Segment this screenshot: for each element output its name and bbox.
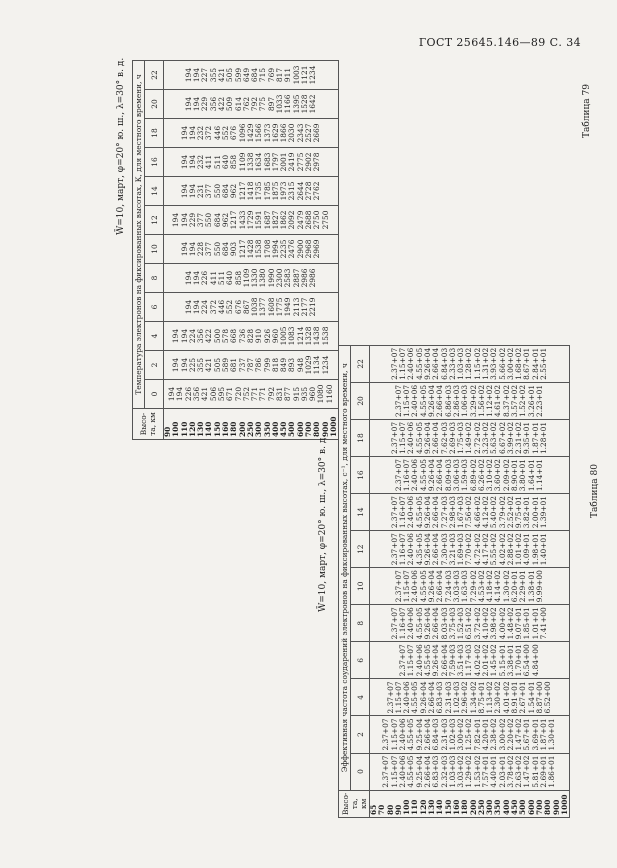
table79-value-column: 194 194 232 372 446 552 676 1096 1429 1566 1373 1629 1866 2030 2343 2527 2669 [164, 119, 339, 148]
table79-hour-header: 10 [145, 235, 164, 264]
table79-value-column: 194 194 226 411 511 640 858 1109 1330 1380 1990 2300 2583 2887 2986 2986 [164, 264, 339, 293]
table80-hour-header: 8 [351, 605, 370, 642]
table79-value-column: 194 194 232 411 511 640 858 1109 1338 1634 1683 1797 2001 2419 2775 2902 2978 [164, 148, 339, 177]
table80-hour-header: 0 [351, 753, 370, 790]
table80-hour-header: 18 [351, 419, 370, 456]
table79-hour-header: 12 [145, 206, 164, 235]
table79-hour-header: 8 [145, 264, 164, 293]
table80-alt-header: Высо-та, км [339, 790, 370, 817]
table80-hour-header: 20 [351, 382, 370, 419]
table79-alt-header: Высо-та, км [133, 409, 164, 440]
table80-hour-header: 4 [351, 679, 370, 716]
table80-hour-header: 14 [351, 494, 370, 531]
table80-value-column: 2.37+07 1.16+07 2.40+06 4.55+05 9.26+04 2.66+04 8.03+03 3.75+03 1.52+03 6.51+02 3.72+02 4.10+02 3.98+02 4.00+02 1.48+02 9.07+01 1.85+01 1.01+01 7.41+00 [370, 605, 570, 642]
table80-value-column: 2.37+07 1.15+07 2.40+06 4.55+05 9.26+04 2.66+04 6.83+03 2.31+03 1.02+03 2.96+02 1.34+02 8.75+01 1.13+02 2.30+02 4.01+02 8.91+01 2.67+01 1.54+01 8.87+00 6.52+00 [370, 679, 570, 716]
table79-value-column: 194 194 228 377 550 684 903 1217 1428 1538 1708 1994 2235 2476 2900 2968 2969 [164, 235, 339, 264]
table79-hour-header: 16 [145, 148, 164, 177]
table79-value-column: 194 194 226 356 421 506 595 671 720 752 771 771 792 831 877 915 935 960 1080 1160 [164, 380, 339, 409]
table80-block [338, 347, 570, 818]
table79-value-column: 194 194 229 377 550 684 962 1217 1433 1729 1591 1687 1827 1862 2092 2479 2688 2750 2750 [164, 206, 339, 235]
table79-altitudes: 90 100 110 120 130 140 150 160 180 200 250 300 350 400 450 500 600 700 800 900 1000 [164, 409, 339, 440]
table80-hour-header: 12 [351, 531, 370, 568]
table79-value-column: 194 194 225 355 421 505 589 681 737 787 786 799 818 849 893 948 1029 1134 1234 [164, 351, 339, 380]
table79-hour-header: 22 [145, 61, 164, 90]
table79-value-column: 194 194 224 356 422 500 578 668 736 828 910 926 960 1005 1083 1214 1328 1438 1538 [164, 322, 339, 351]
table79-quantity-caption: Температура электронов на фиксированных высотах, К, для местного времени, ч [133, 61, 145, 409]
page-header: ГОСТ 25645.146—89 С. 34 [418, 36, 581, 49]
table80-value-column: 2.37+07 1.16+07 2.40+06 4.35+05 9.26+04 2.66+04 7.30+03 3.21+03 1.69+03 7.70+02 4.72+02 4.17+02 5.55+02 4.02+02 2.88+02 1.01+02 4.09+01 1.98+01 1.40+01 [370, 531, 570, 568]
table79-hour-header: 0 [145, 380, 164, 409]
table80-value-column: 2.37+07 1.16+07 2.40+06 4.55+05 9.26+04 2.66+04 8.09+03 3.06+03 1.59+03 6.89+02 6.26+02 3.10+02 3.60+02 2.09+02 8.90+01 3.80+01 1.64+01 1.14+01 [370, 457, 570, 494]
table80-hour-header: 6 [351, 642, 370, 679]
table80-value-column: 2.37+07 1.15+07 2.40+06 4.55+05 9.26+04 2.66+04 7.24+03 3.03+03 1.63+03 7.29+02 4.53+02 4.18+02 4.14+02 1.30+02 6.20+01 2.29+01 1.38+01 9.99+00 [370, 568, 570, 605]
table79 [132, 60, 339, 440]
table80-hour-header: 10 [351, 568, 370, 605]
table79-hour-header: 6 [145, 293, 164, 322]
table80-hour-header: 2 [351, 716, 370, 753]
table80-hour-header: 16 [351, 457, 370, 494]
table80 [338, 345, 570, 818]
table80-altitudes: 65 70 80 90 100 110 120 130 140 150 160 180 200 250 300 350 400 450 500 600 700 800 900 1000 [370, 790, 570, 817]
table79-hour-header: 4 [145, 322, 164, 351]
table80-quantity-caption: Эффективная частота соударений электронов на фиксированных высотах, с⁻¹, для местного времени, ч [339, 345, 351, 790]
table79-label: Таблица 79 [582, 84, 592, 138]
table80-value-column: 2.37+07 1.15+07 2.40+06 4.55+05 9.25+04 2.66+04 6.83+03 2.32+03 1.03+03 3.03+02 1.29+02 1.53+02 7.57+01 4.40+01 2.03+01 3.78+02 2.63+02 1.47+02 5.81+01 2.69+01 1.86+01 [370, 753, 570, 790]
table80-conditions: W̄=10, март, φ=20° ю. ш., λ=30° в. д. [318, 434, 328, 612]
table80-value-column: 2.37+07 1.15+07 2.40+06 4.55+05 9.26+04 2.66+04 6.86+03 2.86+03 1.06+03 3.29+02 1.56+02 1.12+02 4.61+02 8.37+02 3.57+02 1.52+02 3.26+01 2.23+01 [370, 382, 570, 419]
table80-value-column: 2.37+07 1.16+07 2.40+06 4.55+05 9.26+04 2.66+04 7.27+03 2.98+03 1.67+03 7.56+02 4.66+02 4.12+02 5.40+02 3.79+02 2.52+02 9.75+01 3.82+01 2.00+01 1.39+01 [370, 494, 570, 531]
table79-value-column: 194 194 229 356 422 509 614 762 792 775 897 1033 1166 1395 1528 1642 [164, 90, 339, 119]
table80-value-column: 2.37+07 1.15+07 2.40+06 4.55+05 9.26+04 2.66+04 7.59+03 3.51+03 1.17+03 4.02+02 2.01+02 1.45+02 5.15+01 3.38+01 1.70+01 6.54+00 4.84+00 [370, 642, 570, 679]
table80-hour-header: 22 [351, 345, 370, 382]
table79-value-column: 194 194 227 355 421 505 599 649 684 715 769 817 911 1003 1121 1234 [164, 61, 339, 90]
table80-label: Таблица 80 [590, 464, 600, 518]
table80-value-column: 2.37+07 1.15+07 2.40+06 4.55+05 9.26+04 2.66+04 6.84+03 2.33+03 1.03+03 1.28+02 1.15+02 1.31+02 3.93+02 5.66+02 3.00+02 1.68+02 8.67+01 2.84+01 2.55+01 [370, 345, 570, 382]
table79-hour-header: 2 [145, 351, 164, 380]
table79-hour-header: 14 [145, 177, 164, 206]
table80-value-column: 2.37+07 1.15+07 2.40+06 4.55+05 9.26+04 2.66+04 7.62+03 2.69+03 1.75+03 1.49+02 2.72+02 3.23+02 5.63+02 6.67+02 3.99+02 2.31+02 9.35+01 1.87+01 1.28+01 [370, 419, 570, 456]
table79-conditions: W̄=10, март, φ=20° ю. ш., λ=30° в. д. [116, 57, 126, 235]
table79-hour-header: 20 [145, 90, 164, 119]
table79-block [132, 60, 339, 440]
table79-hour-header: 18 [145, 119, 164, 148]
table80-value-column: 2.37+07 1.15+07 2.40+06 4.55+05 9.25+04 2.66+04 6.84+03 2.31+03 1.02+03 3.00+02 1.25+02 7.82+01 4.20+01 2.38+02 3.00+02 2.20+02 1.47+02 5.67+01 3.69+01 1.87+01 1.30+01 [370, 716, 570, 753]
table79-value-column: 194 194 231 377 550 684 962 1217 1418 1735 1785 1875 1973 2315 2644 2728 2762 [164, 177, 339, 206]
table79-value-column: 194 194 224 372 446 552 676 867 1038 1377 1608 1775 1949 2113 2177 2219 [164, 293, 339, 322]
